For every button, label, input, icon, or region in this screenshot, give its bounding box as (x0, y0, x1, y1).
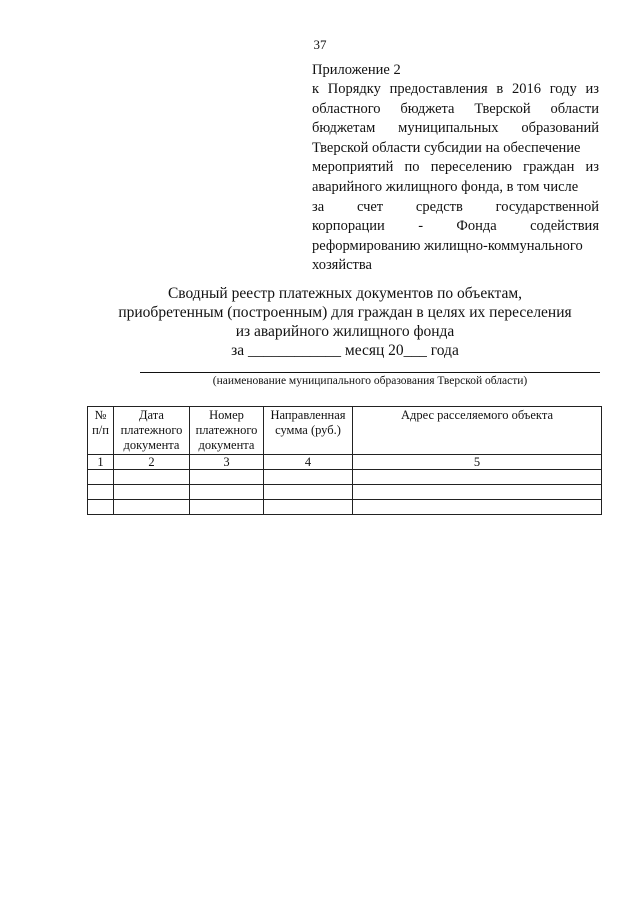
appendix-line (312, 158, 599, 178)
table-cell (88, 500, 114, 515)
table-cell (114, 470, 190, 485)
title-line: приобретенным (построенным) для граждан в целях их переселения (118, 304, 572, 321)
table-row (88, 470, 602, 485)
appendix-word: средств (415, 198, 463, 215)
appendix-title: Приложение 2 (312, 62, 401, 78)
appendix-word: году (549, 81, 577, 97)
appendix-word: - (418, 218, 424, 235)
document-title (0, 284, 640, 360)
table-row (88, 485, 602, 500)
column-header: № п/п (88, 407, 114, 455)
appendix-word: Фонда (456, 218, 497, 235)
appendix-line: хозяйства (312, 257, 372, 274)
appendix-word: государственной (495, 198, 599, 215)
table-cell (353, 485, 602, 500)
column-header: Адрес расселяемого объекта (353, 407, 602, 455)
column-number: 3 (190, 455, 264, 470)
appendix-line (312, 217, 599, 237)
appendix-word: граждан (523, 159, 575, 176)
appendix-word: области (550, 100, 599, 117)
column-number: 2 (114, 455, 190, 470)
table-cell (190, 500, 264, 515)
appendix-word: образований (521, 120, 599, 137)
title-line: Сводный реестр платежных документов по объектам, (167, 285, 523, 302)
appendix-word: корпорации (312, 218, 385, 235)
appendix-text (312, 80, 599, 276)
column-number-row (88, 455, 602, 470)
appendix-word: содействия (530, 218, 599, 235)
appendix-word: Порядку (327, 81, 381, 97)
appendix-line (312, 100, 599, 120)
appendix-word: переселению (430, 159, 513, 176)
appendix-line (312, 198, 599, 218)
table-cell (114, 485, 190, 500)
appendix-word: Тверской (474, 100, 531, 117)
appendix-word: предоставления (389, 81, 488, 97)
table-cell (264, 500, 353, 515)
appendix-word: из (585, 81, 599, 97)
table-cell (353, 500, 602, 515)
table-cell (190, 470, 264, 485)
appendix-word: муниципальных (398, 120, 499, 137)
appendix-word: бюджетам (312, 120, 376, 137)
appendix-line: аварийного жилищного фонда, в том числе (312, 178, 579, 195)
appendix-word: за (312, 198, 325, 215)
title-line-period: за ____________ месяц 20___ года (231, 342, 459, 359)
page-number: 37 (313, 37, 327, 52)
table-cell (88, 470, 114, 485)
appendix-word: мероприятий (312, 159, 394, 176)
table-cell (264, 470, 353, 485)
appendix-word: счет (356, 198, 384, 215)
table-cell (353, 470, 602, 485)
appendix-line: Тверской области субсидии на обеспечение (312, 139, 581, 156)
appendix-line: реформированию жилищно-коммунального (312, 237, 583, 254)
appendix-word: областного (312, 100, 381, 117)
column-header: Дата платежного документа (114, 407, 190, 455)
column-number: 4 (264, 455, 353, 470)
table-cell (114, 500, 190, 515)
column-number: 5 (353, 455, 602, 470)
table-row (88, 500, 602, 515)
table-cell (264, 485, 353, 500)
municipality-caption: (наименование муниципального образования Тверской области) (212, 375, 528, 387)
appendix-word: к (312, 81, 320, 97)
title-line: из аварийного жилищного фонда (235, 323, 455, 340)
appendix-word: в (496, 81, 504, 97)
municipality-rule (140, 372, 600, 373)
table-cell (88, 485, 114, 500)
column-number: 1 (88, 455, 114, 470)
appendix-word: по (404, 159, 420, 176)
appendix-word: 2016 (511, 81, 541, 97)
column-header: Направленная сумма (руб.) (264, 407, 353, 455)
table-cell (190, 485, 264, 500)
appendix-word: бюджета (400, 100, 455, 117)
appendix-word: из (585, 159, 599, 176)
table-header-row (88, 407, 602, 455)
appendix-line (312, 80, 599, 100)
appendix-line (312, 119, 599, 139)
payment-registry-table (87, 406, 602, 515)
column-header: Номер платежного документа (190, 407, 264, 455)
